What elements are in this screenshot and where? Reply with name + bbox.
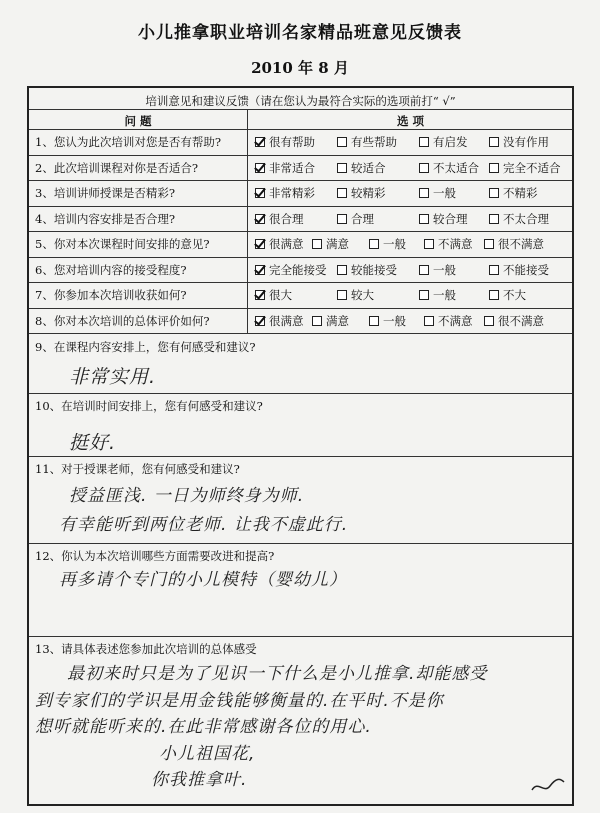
option-label: 很不满意 xyxy=(498,237,544,251)
question-4-option-4[interactable] xyxy=(489,211,549,227)
question-5-label: 5、你对本次课程时间安排的意见? xyxy=(35,237,210,251)
answer-10: 挺好. xyxy=(69,432,117,454)
question-3-option-4[interactable] xyxy=(489,185,538,201)
question-3-label: 3、培训讲师授课是否精彩? xyxy=(35,186,175,200)
option-label: 满意 xyxy=(326,313,349,328)
question-4-option-3[interactable] xyxy=(419,211,468,227)
row-divider xyxy=(29,308,572,309)
question-8-option-3[interactable] xyxy=(369,313,406,329)
checked-checkbox-icon[interactable] xyxy=(255,188,265,198)
answer-13-line-2: 到专家们的学识是用金钱能够衡量的.在平时.不是你 xyxy=(35,691,444,711)
form-instruction: 培训意见和建议反馈（请在您认为最符合实际的选项前打“ √” xyxy=(145,94,456,108)
checked-checkbox-icon[interactable] xyxy=(255,265,265,275)
checkbox-icon[interactable] xyxy=(489,137,499,147)
checkbox-icon[interactable] xyxy=(369,239,379,249)
divider xyxy=(29,109,572,110)
question-2-option-4[interactable] xyxy=(489,160,561,176)
checkbox-icon[interactable] xyxy=(489,214,499,224)
row-divider xyxy=(29,155,572,156)
question-6-option-2[interactable] xyxy=(337,262,397,278)
checked-checkbox-icon[interactable] xyxy=(255,316,265,326)
divider xyxy=(29,129,572,130)
open-question-12: 12、你认为本次培训哪些方面需要改进和提高? xyxy=(35,549,275,563)
option-label: 有些帮助 xyxy=(351,135,397,149)
question-8-option-2[interactable] xyxy=(312,313,349,329)
question-1-option-3[interactable] xyxy=(419,134,468,150)
checkbox-icon[interactable] xyxy=(337,265,347,275)
row-divider xyxy=(29,180,572,181)
option-label: 一般 xyxy=(433,288,456,302)
option-label: 较适合 xyxy=(351,160,386,175)
question-1-option-4[interactable] xyxy=(489,134,549,150)
option-label: 不精彩 xyxy=(503,186,538,200)
checkbox-icon[interactable] xyxy=(369,316,379,326)
question-1-label: 1、您认为此次培训对您是否有帮助? xyxy=(35,135,221,149)
option-label: 很大 xyxy=(269,288,292,302)
answer-11-line-1: 授益匪浅. 一日为师终身为师. xyxy=(69,486,305,506)
option-label: 不能接受 xyxy=(503,262,549,277)
option-label: 没有作用 xyxy=(503,135,549,149)
checkbox-icon[interactable] xyxy=(489,290,499,300)
column-header-options: 选 项 xyxy=(396,114,424,128)
question-7-option-2[interactable] xyxy=(337,287,374,303)
row-divider xyxy=(29,282,572,283)
option-label: 较大 xyxy=(351,288,374,302)
checkbox-icon[interactable] xyxy=(424,316,434,326)
option-label: 较能接受 xyxy=(351,262,397,277)
answer-12: 再多请个专门的小儿模特（婴幼儿） xyxy=(59,570,347,590)
question-5-option-1[interactable] xyxy=(255,236,304,252)
checkbox-icon[interactable] xyxy=(419,290,429,300)
answer-13-line-1: 最初来时只是为了见识一下什么是小儿推拿.却能感受 xyxy=(67,664,488,684)
open-question-9: 9、在课程内容安排上，您有何感受和建议? xyxy=(35,340,256,354)
option-label: 较合理 xyxy=(433,211,468,226)
checkbox-icon[interactable] xyxy=(419,163,429,173)
question-7-option-1[interactable] xyxy=(255,287,292,303)
checkbox-icon[interactable] xyxy=(489,188,499,198)
checked-checkbox-icon[interactable] xyxy=(255,137,265,147)
checkbox-icon[interactable] xyxy=(484,239,494,249)
checkbox-icon[interactable] xyxy=(419,214,429,224)
option-label: 满意 xyxy=(326,237,349,251)
option-label: 很有帮助 xyxy=(269,135,315,149)
question-8-option-5[interactable] xyxy=(484,313,544,329)
option-label: 很满意 xyxy=(269,313,304,328)
checkbox-icon[interactable] xyxy=(337,163,347,173)
question-3-option-3[interactable] xyxy=(419,185,456,201)
checkbox-icon[interactable] xyxy=(484,316,494,326)
answer-13-line-3: 想听就能听来的.在此非常感谢各位的用心. xyxy=(35,717,372,737)
question-8-option-1[interactable] xyxy=(255,313,304,329)
checkbox-icon[interactable] xyxy=(419,188,429,198)
question-2-label: 2、此次培训课程对你是否适合? xyxy=(35,160,198,175)
open-question-10: 10、在培训时间安排上，您有何感受和建议? xyxy=(35,399,263,413)
question-4-option-2[interactable] xyxy=(337,211,374,227)
checkbox-icon[interactable] xyxy=(419,265,429,275)
checkbox-icon[interactable] xyxy=(489,163,499,173)
question-6-option-4[interactable] xyxy=(489,262,549,278)
question-1-option-1[interactable] xyxy=(255,134,315,150)
question-2-option-3[interactable] xyxy=(419,160,479,176)
row-divider xyxy=(29,231,572,232)
option-label: 一般 xyxy=(433,186,456,200)
answer-13-line-5: 你我推拿叶. xyxy=(151,770,248,790)
question-4-label: 4、培训内容安排是否合理? xyxy=(35,211,175,226)
answer-11-line-2: 有幸能听到两位老师. 让我不虚此行. xyxy=(59,515,349,535)
checkbox-icon[interactable] xyxy=(489,265,499,275)
answer-9: 非常实用. xyxy=(69,366,157,388)
option-label: 非常精彩 xyxy=(269,186,315,200)
question-7-label: 7、你参加本次培训收获如何? xyxy=(35,288,187,302)
option-label: 很合理 xyxy=(269,211,304,226)
question-7-option-4[interactable] xyxy=(489,287,526,303)
option-label: 非常适合 xyxy=(269,160,315,175)
question-6-label: 6、您对培训内容的接受程度? xyxy=(35,262,187,277)
option-label: 完全不适合 xyxy=(503,160,561,175)
option-label: 较精彩 xyxy=(351,186,386,200)
option-label: 很满意 xyxy=(269,237,304,251)
row-divider xyxy=(29,257,572,258)
checked-checkbox-icon[interactable] xyxy=(255,290,265,300)
question-7-option-3[interactable] xyxy=(419,287,456,303)
option-label: 很不满意 xyxy=(498,313,544,328)
signature-mark xyxy=(528,772,568,800)
option-label: 有启发 xyxy=(433,135,468,149)
checked-checkbox-icon[interactable] xyxy=(255,163,265,173)
checkbox-icon[interactable] xyxy=(337,290,347,300)
checkbox-icon[interactable] xyxy=(312,239,322,249)
question-3-option-2[interactable] xyxy=(337,185,386,201)
column-header-question: 问 题 xyxy=(124,114,152,128)
option-label: 完全能接受 xyxy=(269,262,327,277)
question-8-label: 8、你对本次培训的总体评价如何? xyxy=(35,313,210,328)
open-question-11: 11、对于授课老师，您有何感受和建议? xyxy=(35,462,240,476)
checkbox-icon[interactable] xyxy=(424,239,434,249)
checkbox-icon[interactable] xyxy=(337,214,347,224)
checkbox-icon[interactable] xyxy=(312,316,322,326)
question-5-option-5[interactable] xyxy=(484,236,544,252)
question-6-option-3[interactable] xyxy=(419,262,456,278)
option-label: 不太适合 xyxy=(433,160,479,175)
checked-checkbox-icon[interactable] xyxy=(255,214,265,224)
form-title: 小儿推拿职业培训名家精品班意见反馈表 xyxy=(138,23,462,43)
option-label: 合理 xyxy=(351,211,374,226)
checkbox-icon[interactable] xyxy=(337,188,347,198)
answer-13-line-4: 小儿祖国花, xyxy=(159,744,256,764)
question-5-option-4[interactable] xyxy=(424,236,473,252)
option-label: 一般 xyxy=(433,262,456,277)
option-label: 不太合理 xyxy=(503,211,549,226)
question-4-option-1[interactable] xyxy=(255,211,304,227)
checked-checkbox-icon[interactable] xyxy=(255,239,265,249)
question-8-option-4[interactable] xyxy=(424,313,473,329)
question-6-option-1[interactable] xyxy=(255,262,327,278)
option-label: 不满意 xyxy=(438,237,473,251)
checkbox-icon[interactable] xyxy=(337,137,347,147)
question-2-option-1[interactable] xyxy=(255,160,315,176)
question-2-option-2[interactable] xyxy=(337,160,386,176)
question-3-option-1[interactable] xyxy=(255,185,315,201)
row-divider xyxy=(29,206,572,207)
form-date: 2010 年 8 月 xyxy=(251,59,349,77)
checkbox-icon[interactable] xyxy=(419,137,429,147)
question-5-option-2[interactable] xyxy=(312,236,349,252)
column-divider xyxy=(247,109,248,333)
option-label: 一般 xyxy=(383,237,406,251)
option-label: 不大 xyxy=(503,288,526,302)
question-5-option-3[interactable] xyxy=(369,236,406,252)
open-question-13: 13、请具体表述您参加此次培训的总体感受 xyxy=(35,642,257,656)
question-1-option-2[interactable] xyxy=(337,134,397,150)
feedback-form xyxy=(27,86,574,806)
option-label: 不满意 xyxy=(438,313,473,328)
option-label: 一般 xyxy=(383,313,406,328)
